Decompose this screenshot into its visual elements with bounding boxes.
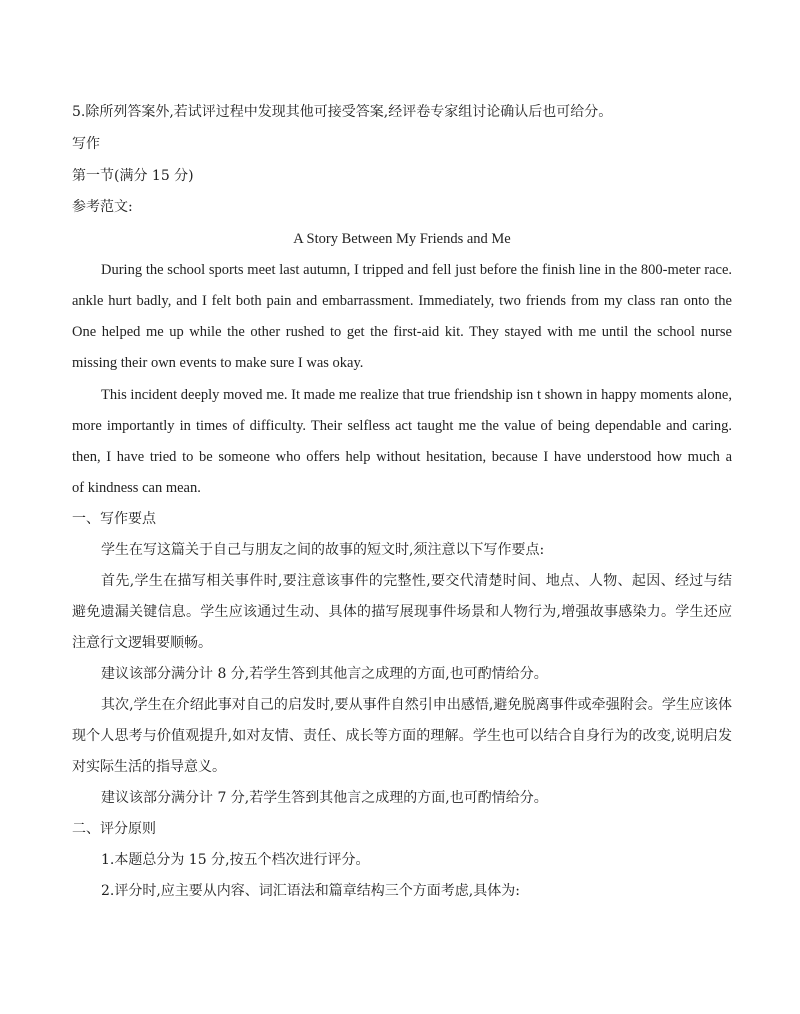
essay-p2-line: This incident deeply moved me. It made me realize that true friendship isn t shown in happy moments alone, xyxy=(101,387,732,403)
section-writing-heading: 写作 xyxy=(72,136,100,152)
essay-p1-line: One helped me up while the other rushed to get the first-aid kit. They stayed with me until the school nurse xyxy=(72,324,732,340)
essay-p2-line: of kindness can mean. xyxy=(72,480,201,496)
principle-item-1: 1.本题总分为 15 分,按五个档次进行评分。 xyxy=(101,852,370,868)
first-point-line: 首先,学生在描写相关事件时,要注意该事件的完整性,要交代清楚时间、地点、人物、起因、经过与结 xyxy=(101,573,732,589)
second-point-score: 建议该部分满分计 7 分,若学生答到其他言之成理的方面,也可酌情给分。 xyxy=(101,790,548,806)
essay-p1-line: During the school sports meet last autumn, I tripped and fell just before the finish line in the 800-meter race. xyxy=(101,262,732,278)
second-point-line: 现个人思考与价值观提升,如对友情、责任、成长等方面的理解。学生也可以结合自身行为的改变,说明启发 xyxy=(72,728,732,744)
second-point-line: 其次,学生在介绍此事对自己的启发时,要从事件自然引申出感悟,避免脱离事件或牵强附会。学生应该体 xyxy=(101,697,732,713)
essay-p2-line: then, I have tried to be someone who offers help without hesitation, because I have understood how much a xyxy=(72,449,732,465)
essay-p1-line: ankle hurt badly, and I felt both pain and embarrassment. Immediately, two friends from my class ran onto the xyxy=(72,293,732,309)
essay-p2-line: more importantly in times of difficulty. Their selfless act taught me the value of being dependable and caring. xyxy=(72,418,732,434)
part-one-heading: 第一节(满分 15 分) xyxy=(72,168,194,184)
key-points-heading: 一、写作要点 xyxy=(72,511,156,527)
first-point-score: 建议该部分满分计 8 分,若学生答到其他言之成理的方面,也可酌情给分。 xyxy=(101,666,548,682)
key-points-intro: 学生在写这篇关于自己与朋友之间的故事的短文时,须注意以下写作要点: xyxy=(101,542,545,558)
note-5: 5.除所列答案外,若试评过程中发现其他可接受答案,经评卷专家组讨论确认后也可给分。 xyxy=(72,104,613,120)
sample-essay-label: 参考范文: xyxy=(72,199,133,215)
essay-title: A Story Between My Friends and Me xyxy=(293,231,511,247)
first-point-line: 避免遗漏关键信息。学生应该通过生动、具体的描写展现事件场景和人物行为,增强故事感染力。学生还应 xyxy=(72,604,732,620)
first-point-line: 注意行文逻辑要顺畅。 xyxy=(72,635,212,651)
second-point-line: 对实际生活的指导意义。 xyxy=(72,759,226,775)
essay-p1-line: missing their own events to make sure I was okay. xyxy=(72,355,364,371)
principle-item-2: 2.评分时,应主要从内容、词汇语法和篇章结构三个方面考虑,具体为: xyxy=(101,883,520,899)
principles-heading: 二、评分原则 xyxy=(72,821,156,837)
